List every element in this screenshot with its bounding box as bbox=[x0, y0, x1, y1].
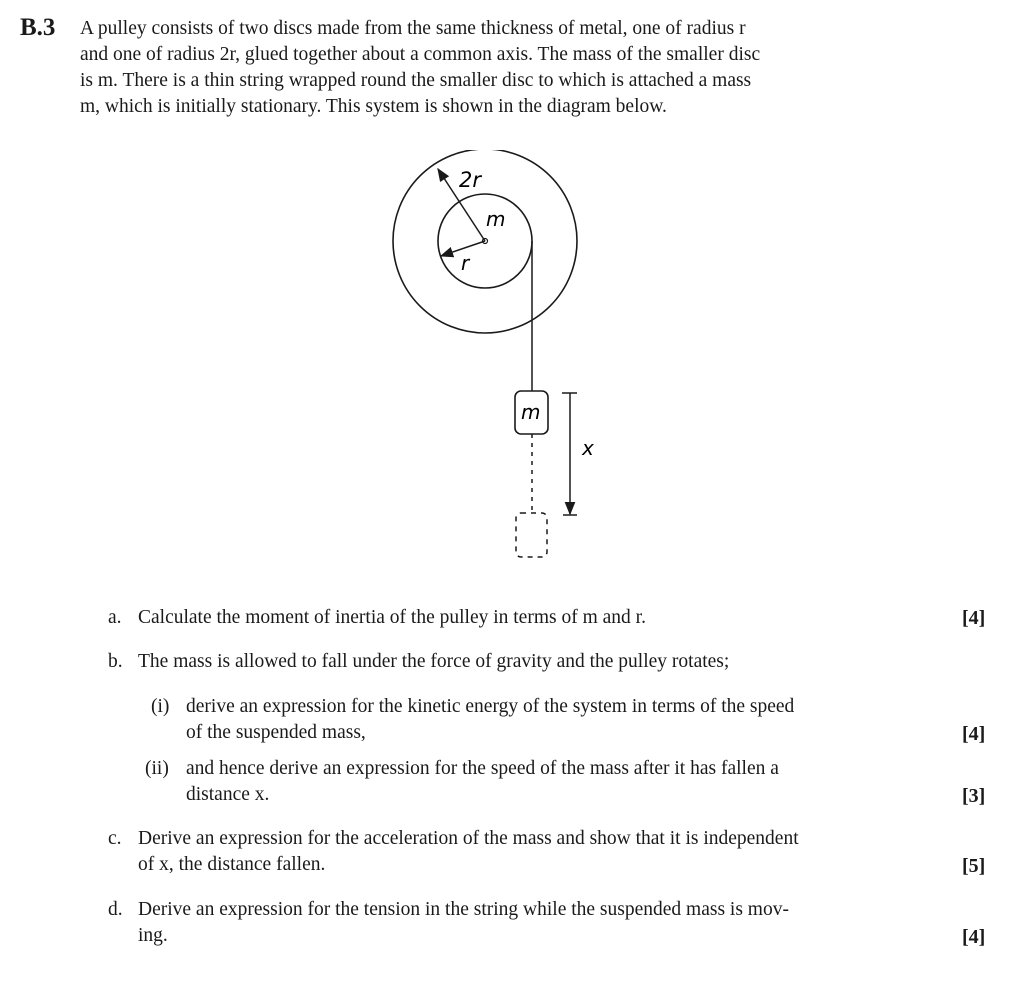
intro-line-3: is m. There is a thin string wrapped round the smaller disc to which is attached a mass bbox=[80, 70, 752, 91]
label-outer-radius: 2r bbox=[459, 168, 481, 192]
part-b-ii-line2: distance x. bbox=[186, 784, 270, 805]
part-b-ii-marks: [3] bbox=[962, 785, 986, 807]
part-b-text: The mass is allowed to fall under the force of gravity and the pulley rotates; bbox=[138, 651, 730, 672]
part-b-i-line2: of the suspended mass, bbox=[186, 722, 366, 743]
intro-line-2: and one of radius 2r, glued together about a common axis. The mass of the smaller disc bbox=[80, 44, 761, 65]
part-d-letter: d. bbox=[108, 899, 123, 920]
part-b-i-line1: derive an expression for the kinetic energy of the system in terms of the speed bbox=[186, 696, 795, 717]
intro-line-4: m, which is initially stationary. This system is shown in the diagram below. bbox=[80, 96, 667, 117]
part-a-text: Calculate the moment of inertia of the pulley in terms of m and r. bbox=[138, 607, 646, 628]
label-distance: x bbox=[582, 436, 594, 460]
label-hanging-mass: m bbox=[521, 400, 541, 424]
label-disc-mass: m bbox=[486, 207, 506, 231]
label-inner-radius: r bbox=[461, 251, 470, 275]
part-a-marks: [4] bbox=[962, 607, 986, 629]
question-number: B.3 bbox=[20, 14, 56, 41]
part-c-letter: c. bbox=[108, 828, 122, 849]
intro-line-1: A pulley consists of two discs made from the same thickness of metal, one of radius r bbox=[80, 18, 746, 39]
part-d-marks: [4] bbox=[962, 926, 986, 948]
part-b-letter: b. bbox=[108, 651, 123, 672]
part-b-i-marks: [4] bbox=[962, 723, 986, 745]
part-b-ii-line1: and hence derive an expression for the speed of the mass after it has fallen a bbox=[186, 758, 779, 779]
part-b-ii-label: (ii) bbox=[145, 758, 169, 779]
part-b-i-label: (i) bbox=[151, 696, 170, 717]
part-c-line2: of x, the distance fallen. bbox=[138, 854, 326, 875]
part-c-marks: [5] bbox=[962, 855, 986, 877]
part-d-line1: Derive an expression for the tension in the string while the suspended mass is mov- bbox=[138, 899, 789, 920]
part-d-line2: ing. bbox=[138, 925, 168, 946]
part-c-line1: Derive an expression for the acceleration of the mass and show that it is independent bbox=[138, 828, 799, 849]
part-a-letter: a. bbox=[108, 607, 122, 628]
